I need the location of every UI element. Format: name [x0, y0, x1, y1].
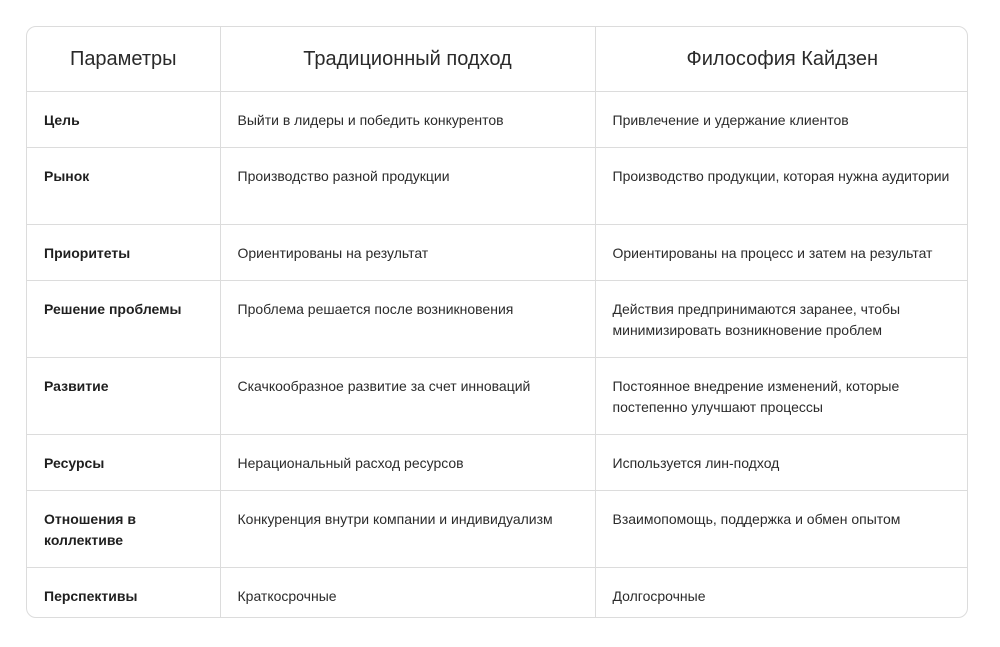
- table-row: [27, 435, 968, 491]
- row-kaizen: Действия предпринимаются заранее, чтобы минимизировать возникновение проблем: [595, 281, 968, 358]
- row-parameter: Решение проблемы: [27, 281, 220, 358]
- row-parameter: Рынок: [27, 148, 220, 225]
- row-parameter: Цель: [27, 92, 220, 148]
- header-parameters: Параметры: [27, 27, 220, 92]
- comparison-table-card: [26, 26, 968, 618]
- table-row: [27, 225, 968, 281]
- comparison-table: [27, 27, 968, 618]
- row-traditional: Выйти в лидеры и победить конкурентов: [220, 92, 595, 148]
- row-kaizen: Ориентированы на процесс и затем на результат: [595, 225, 968, 281]
- header-traditional: Традиционный подход: [220, 27, 595, 92]
- table-row: [27, 568, 968, 619]
- table-row: [27, 281, 968, 358]
- table-row: [27, 92, 968, 148]
- row-parameter: Отношения в коллективе: [27, 491, 220, 568]
- row-kaizen: Используется лин-подход: [595, 435, 968, 491]
- table-header-row: [27, 27, 968, 92]
- row-traditional: Производство разной продукции: [220, 148, 595, 225]
- row-parameter: Перспективы: [44, 588, 138, 604]
- row-traditional: Нерациональный расход ресурсов: [220, 435, 595, 491]
- row-kaizen: Взаимопомощь, поддержка и обмен опытом: [595, 491, 968, 568]
- table-row: [27, 148, 968, 225]
- row-traditional: Краткосрочные: [220, 568, 595, 619]
- row-traditional: Скачкообразное развитие за счет инноваций: [220, 358, 595, 435]
- row-parameter: Ресурсы: [27, 435, 220, 491]
- table-row: [27, 358, 968, 435]
- row-traditional: Проблема решается после возникновения: [220, 281, 595, 358]
- header-kaizen: Философия Кайдзен: [595, 27, 968, 92]
- row-kaizen: Привлечение и удержание клиентов: [595, 92, 968, 148]
- row-kaizen: Производство продукции, которая нужна аудитории: [595, 148, 968, 225]
- row-kaizen: Постоянное внедрение изменений, которые постепенно улучшают процессы: [595, 358, 968, 435]
- row-traditional: Конкуренция внутри компании и индивидуализм: [220, 491, 595, 568]
- row-traditional: Ориентированы на результат: [220, 225, 595, 281]
- row-parameter: Приоритеты: [27, 225, 220, 281]
- table-row: [27, 491, 968, 568]
- row-parameter: Развитие: [27, 358, 220, 435]
- row-kaizen: Долгосрочные: [595, 568, 968, 619]
